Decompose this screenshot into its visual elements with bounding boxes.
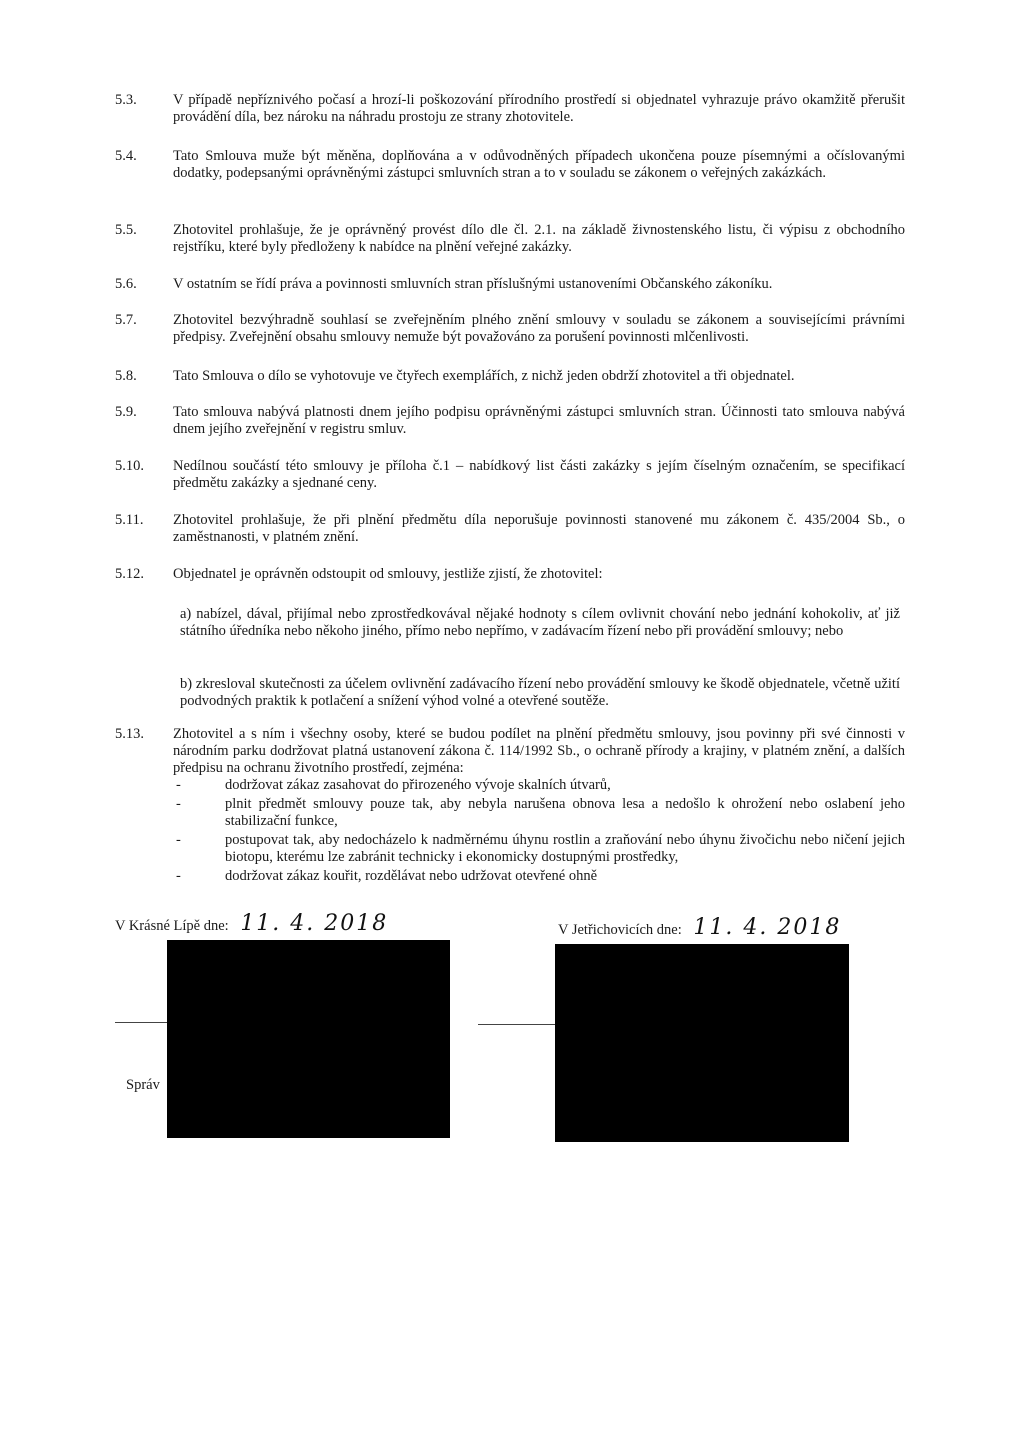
clause-text: Tato smlouva nabývá platnosti dnem jejího podpisu oprávněnými zástupci smluvních stran. Účinnosti tato smlouva nabývá dnem jejího zveřejnění v registru smluv. [173, 404, 905, 437]
list-item [173, 796, 905, 830]
clause-5-11 [115, 512, 905, 546]
signature-line-left [115, 1022, 167, 1023]
list-item [173, 832, 905, 866]
clause-number: 5.7. [115, 312, 137, 328]
clause-5-4 [115, 148, 905, 182]
clause-5-9 [115, 404, 905, 438]
clause-5-10 [115, 458, 905, 492]
clause-5-13 [115, 726, 905, 887]
clause-text: Tato Smlouva o dílo se vyhotovuje ve čtyřech exemplářích, z nichž jeden obdrží zhotovitel a tři objednatel. [173, 368, 795, 384]
clause-5-6 [115, 276, 905, 293]
signature-place-left [115, 911, 389, 936]
handwritten-date: 11. 4. 2018 [240, 911, 389, 936]
clause-text: V ostatním se řídí práva a povinnosti smluvních stran příslušnými ustanoveními Občanského zákoníku. [173, 276, 773, 292]
clause-number: 5.3. [115, 92, 137, 108]
bullet-dash: - [176, 777, 181, 793]
clause-number: 5.13. [115, 726, 144, 742]
clause-text: Zhotovitel bezvýhradně souhlasí se zveřejněním plného znění smlouvy v souladu se zákonem a souvisejícími právními předpisy. Zveřejnění obsahu smlouvy nemuže být považováno za porušení povinnosti mlčenlivosti. [173, 312, 905, 345]
redacted-signature-right [555, 944, 849, 1142]
signature-place-right [558, 915, 842, 940]
clause-number: 5.4. [115, 148, 137, 164]
clause-5-12-item-b: b) zkresloval skutečnosti za účelem ovlivnění zadávacího řízení nebo provádění smlouvy ke škodě objednatele, včetně užití podvodných praktik k potlačení a snížení výhod volné a otevřené soutěže. [180, 676, 900, 709]
list-item-text: dodržovat zákaz kouřit, rozdělávat nebo udržovat otevřené ohně [225, 868, 598, 884]
clause-text: Nedílnou součástí této smlouvy je příloha č.1 – nabídkový list části zakázky s jejím číselným označením, se specifikací předmětu zakázky a sjednané ceny. [173, 458, 905, 491]
clause-number: 5.5. [115, 222, 137, 238]
clause-5-5 [115, 222, 905, 256]
list-item [173, 868, 905, 885]
list-item-text: plnit předmět smlouvy pouze tak, aby nebyla narušena obnova lesa a nedošlo k ohrožení nebo oslabení jeho stabilizační funkce, [225, 796, 905, 829]
redacted-signature-left [167, 940, 450, 1138]
clause-number: 5.11. [115, 512, 144, 528]
clause-number: 5.10. [115, 458, 144, 474]
list-item [173, 777, 905, 794]
clause-number: 5.8. [115, 368, 137, 384]
clause-5-7 [115, 312, 905, 346]
clause-text: Objednatel je oprávněn odstoupit od smlouvy, jestliže zjistí, že zhotovitel: [173, 566, 603, 582]
list-item-text: postupovat tak, aby nedocházelo k nadměrnému úhynu rostlin a zraňování nebo úhynu živočichu nebo ničení jejich biotopu, kterému lze zabránit technicky i ekonomicky dostupnými prostředky, [225, 832, 905, 865]
signatory-label-left: Správ [126, 1077, 160, 1093]
clause-number: 5.6. [115, 276, 137, 292]
clause-text: Tato Smlouva muže být měněna, doplňována a v odůvodněných případech ukončena pouze písemnými a očíslovanými dodatky, podepsanými oprávněnými zástupci smluvních stran a to v souladu se zákonem o veřejných zakázkách. [173, 148, 905, 181]
place-date-label: V Jetřichovicích dne: [558, 922, 682, 938]
clause-5-8 [115, 368, 905, 385]
clause-5-12-item-a: a) nabízel, dával, přijímal nebo zprostředkovával nějaké hodnoty s cílem ovlivnit chování nebo jednání kohokoliv, ať již státního úředníka nebo někoho jiného, přímo nebo nepřímo, v zadávacím řízení nebo při provádění smlouvy; nebo [180, 606, 900, 639]
clause-number: 5.9. [115, 404, 137, 420]
bullet-dash: - [176, 868, 181, 884]
clause-number: 5.12. [115, 566, 144, 582]
list-item-text: dodržovat zákaz zasahovat do přirozeného vývoje skalních útvarů, [225, 777, 611, 793]
signature-line-right [478, 1024, 555, 1025]
clause-text: Zhotovitel a s ním i všechny osoby, které se budou podílet na plnění předmětu smlouvy, jsou povinny při své činnosti v národním parku dodržovat platná ustanovení zákona č. 114/1992 Sb., o ochraně přírody a krajiny, v platném znění, a dalších předpisu na ochranu životního prostředí, zejména: [173, 726, 905, 776]
bullet-list [173, 777, 905, 885]
clause-text: Zhotovitel prohlašuje, že je oprávněný provést dílo dle čl. 2.1. na základě živnostenského listu, či výpisu z obchodního rejstříku, které byly předloženy k nabídce na plnění veřejné zakázky. [173, 222, 905, 255]
clause-text: V případě nepříznivého počasí a hrozí-li poškozování přírodního prostředí si objednatel vyhrazuje právo okamžitě přerušit provádění díla, bez nároku na náhradu prostoju ze strany zhotovitele. [173, 92, 905, 125]
bullet-dash: - [176, 796, 181, 812]
bullet-dash: - [176, 832, 181, 848]
clause-text: Zhotovitel prohlašuje, že při plnění předmětu díla neporušuje povinnosti stanovené mu zákonem č. 435/2004 Sb., o zaměstnanosti, v platném znění. [173, 512, 905, 545]
place-date-label: V Krásné Lípě dne: [115, 918, 229, 934]
clause-5-12 [115, 566, 905, 583]
clause-5-3 [115, 92, 905, 126]
handwritten-date: 11. 4. 2018 [693, 915, 842, 940]
